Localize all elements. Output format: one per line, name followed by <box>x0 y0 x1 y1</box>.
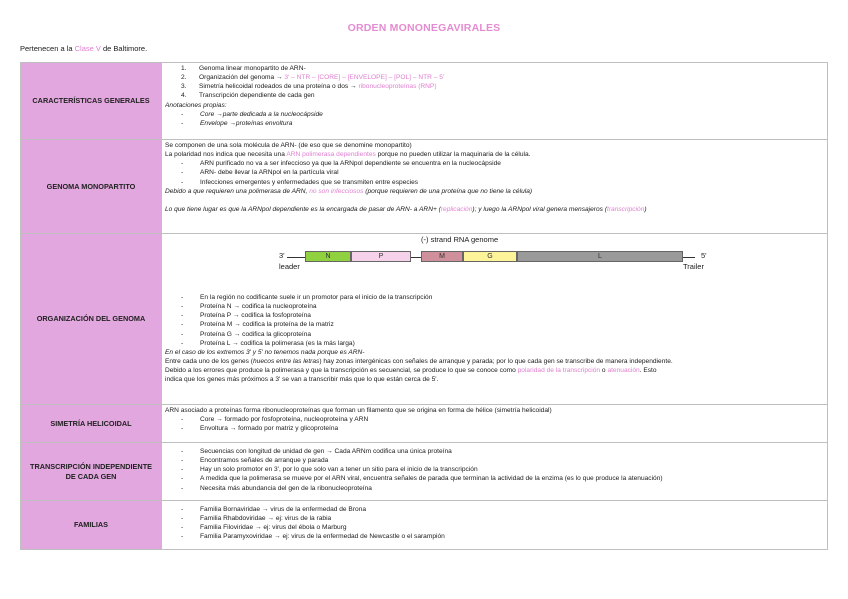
paragraph: Debido a que requieren una polimerasa de ARN, no son infecciosos (porque requieren de una proteína que no tiene la célula) <box>165 187 533 195</box>
gene-m: M <box>421 251 463 262</box>
gene-l: L <box>517 251 683 262</box>
list-item: - Secuencias con longitud de unidad de gen → Cada ARNm codifica una única proteína <box>181 448 452 455</box>
paragraph: En el caso de los extremos 3' y 5' no tenemos nada porque es ARN- <box>165 348 365 356</box>
genome-diagram <box>165 235 824 293</box>
list-item: - En la región no codificante suele ir un promotor para el inicio de la transcripción <box>181 294 433 301</box>
list-item: - Proteína G → codifica la glicoproteína <box>181 330 312 338</box>
gene-n: N <box>305 251 351 262</box>
intro-text: Pertenecen a la Clase V de Baltimore. <box>20 44 148 53</box>
list-item: - Proteína M → codifica la proteína de la matriz <box>181 321 334 329</box>
list-item: - Familia Paramyxoviridae → ej: virus de la enfermedad de Newcastle o el sarampión <box>181 533 445 541</box>
gene-g: G <box>463 251 517 262</box>
paragraph: Lo que tiene lugar es que la ARNpol dependiente es la encargada de pasar de ARN- a ARN+ (replicación); y luego la ARNpol viral genera mensajeros (transcripción) <box>165 205 647 213</box>
genome-diagram-title: (-) strand RNA genome <box>421 235 499 244</box>
label-genoma-monopartito: GENOMA MONOPARTITO <box>21 140 162 234</box>
content-genoma-monopartito <box>162 140 828 234</box>
leader-label: leader <box>279 262 300 271</box>
list-item: - Envelope →proteínas envoltura <box>181 119 293 127</box>
list-item: - Proteína P → codifica la fosfoproteína <box>181 312 311 320</box>
notes-title: Anotaciones propias: <box>165 101 227 109</box>
label-caracteristicas: CARACTERÍSTICAS GENERALES <box>21 63 162 140</box>
list-item: 1. Genoma linear monopartito de ARN- <box>181 65 306 72</box>
intro-highlight: Clase V <box>74 44 101 53</box>
content-organizacion <box>162 234 828 405</box>
label-organizacion: ORGANIZACIÓN DEL GENOMA <box>21 234 162 405</box>
list-item: - Familia Rhabdoviridae → ej: virus de la rabia <box>181 515 332 523</box>
content-familias <box>162 501 828 550</box>
row-simetria <box>21 405 828 443</box>
content-simetria <box>162 405 828 443</box>
paragraph: Debido a los errores que produce la polimerasa y que la transcripción es secuencial, se produce lo que se conoce como polaridad de la transcripción o atenuación. Esto <box>165 367 657 375</box>
list-item: - ARN purificado no va a ser infeccioso ya que la ARNpol dependiente se encuentra en la nucleocápside <box>181 160 501 168</box>
list-item: 4. Transcripción dependiente de cada gen <box>181 92 315 100</box>
paragraph: indica que los genes más próximos a 3' se van a transcribir más que lo que están cerca de 5'. <box>165 376 439 384</box>
label-familias: FAMILIAS <box>21 501 162 550</box>
list-item: - Familia Filoviridae → ej: virus del ébola o Marburg <box>181 524 347 532</box>
row-organizacion <box>21 234 828 405</box>
list-item: - Necesita más abundancia del gen de la ribonucleoproteína <box>181 484 372 492</box>
end-3-label: 3' <box>279 251 285 260</box>
paragraph: ARN asociado a proteínas forma ribonucleoproteínas que forman un filamento que se origina en forma de hélice (simetría helicoidal) <box>165 407 552 414</box>
list-item: - Hay un solo promotor en 3', por lo que solo van a tener un sitio para el inicio de la transcripción <box>181 466 478 474</box>
list-item: - Proteína L → codifica la polimerasa (es la más larga) <box>181 339 355 347</box>
row-caracteristicas <box>21 63 828 140</box>
paragraph: Se componen de una sola molécula de ARN- (de eso que se denomine monopartito) <box>165 142 412 149</box>
list-item: 2. Organización del genoma → 3' – NTR – [CORE] – [ENVELOPE] – [POL] – NTR – 5' <box>181 74 445 82</box>
end-5-label: 5' <box>701 251 707 260</box>
list-item: - Core →parte dedicada a la nucleocápside <box>181 110 323 118</box>
label-simetria: SIMETRÍA HELICOIDAL <box>21 405 162 443</box>
document-title: ORDEN MONONEGAVIRALES <box>347 22 501 34</box>
content-caracteristicas <box>162 63 828 140</box>
list-item: - Familia Bornaviridae → virus de la enfermedad de Brona <box>181 506 367 513</box>
list-item: - ARN- debe llevar la ARNpol en la partícula viral <box>181 169 339 177</box>
row-familias <box>21 501 828 550</box>
trailer-label: Trailer <box>683 262 704 271</box>
list-item: - Proteína N → codifica la nucleoproteína <box>181 303 317 311</box>
list-item: - Core → formado por fosfoproteína, nucleoproteína y ARN <box>181 416 369 424</box>
label-transcripcion: TRANSCRIPCIÓN INDEPENDIENTE DE CADA GEN <box>21 443 162 501</box>
paragraph: Entre cada uno de los genes (huecos entre las letras) hay zonas intergénicas con señales de arranque y parada; por lo que cada gen se transcribe de manera independiente. <box>165 358 673 366</box>
gene-p: P <box>351 251 411 262</box>
list-item: - Infecciones emergentes y enfermedades que se transmiten entre especies <box>181 178 419 186</box>
paragraph: La polaridad nos indica que necesita una ARN polimerasa dependientes porque no pueden utilizar la maquinaria de la célula. <box>165 151 531 159</box>
list-item: - Encontramos señales de arranque y parada <box>181 457 329 465</box>
row-genoma-monopartito <box>21 140 828 234</box>
row-transcripcion <box>21 443 828 501</box>
list-item: - Envoltura → formado por matriz y glicoproteína <box>181 425 339 433</box>
list-item: - A medida que la polimerasa se mueve por el ARN viral, encuentra señales de parada que terminan la actividad de la enzima (es lo que produce la atenuación) <box>181 475 663 483</box>
content-transcripcion <box>162 443 828 501</box>
summary-table <box>20 62 828 550</box>
list-item: 3. Simetría helicoidal rodeados de una proteína o dos → ribonucleoproteínas (RNP) <box>181 83 437 91</box>
